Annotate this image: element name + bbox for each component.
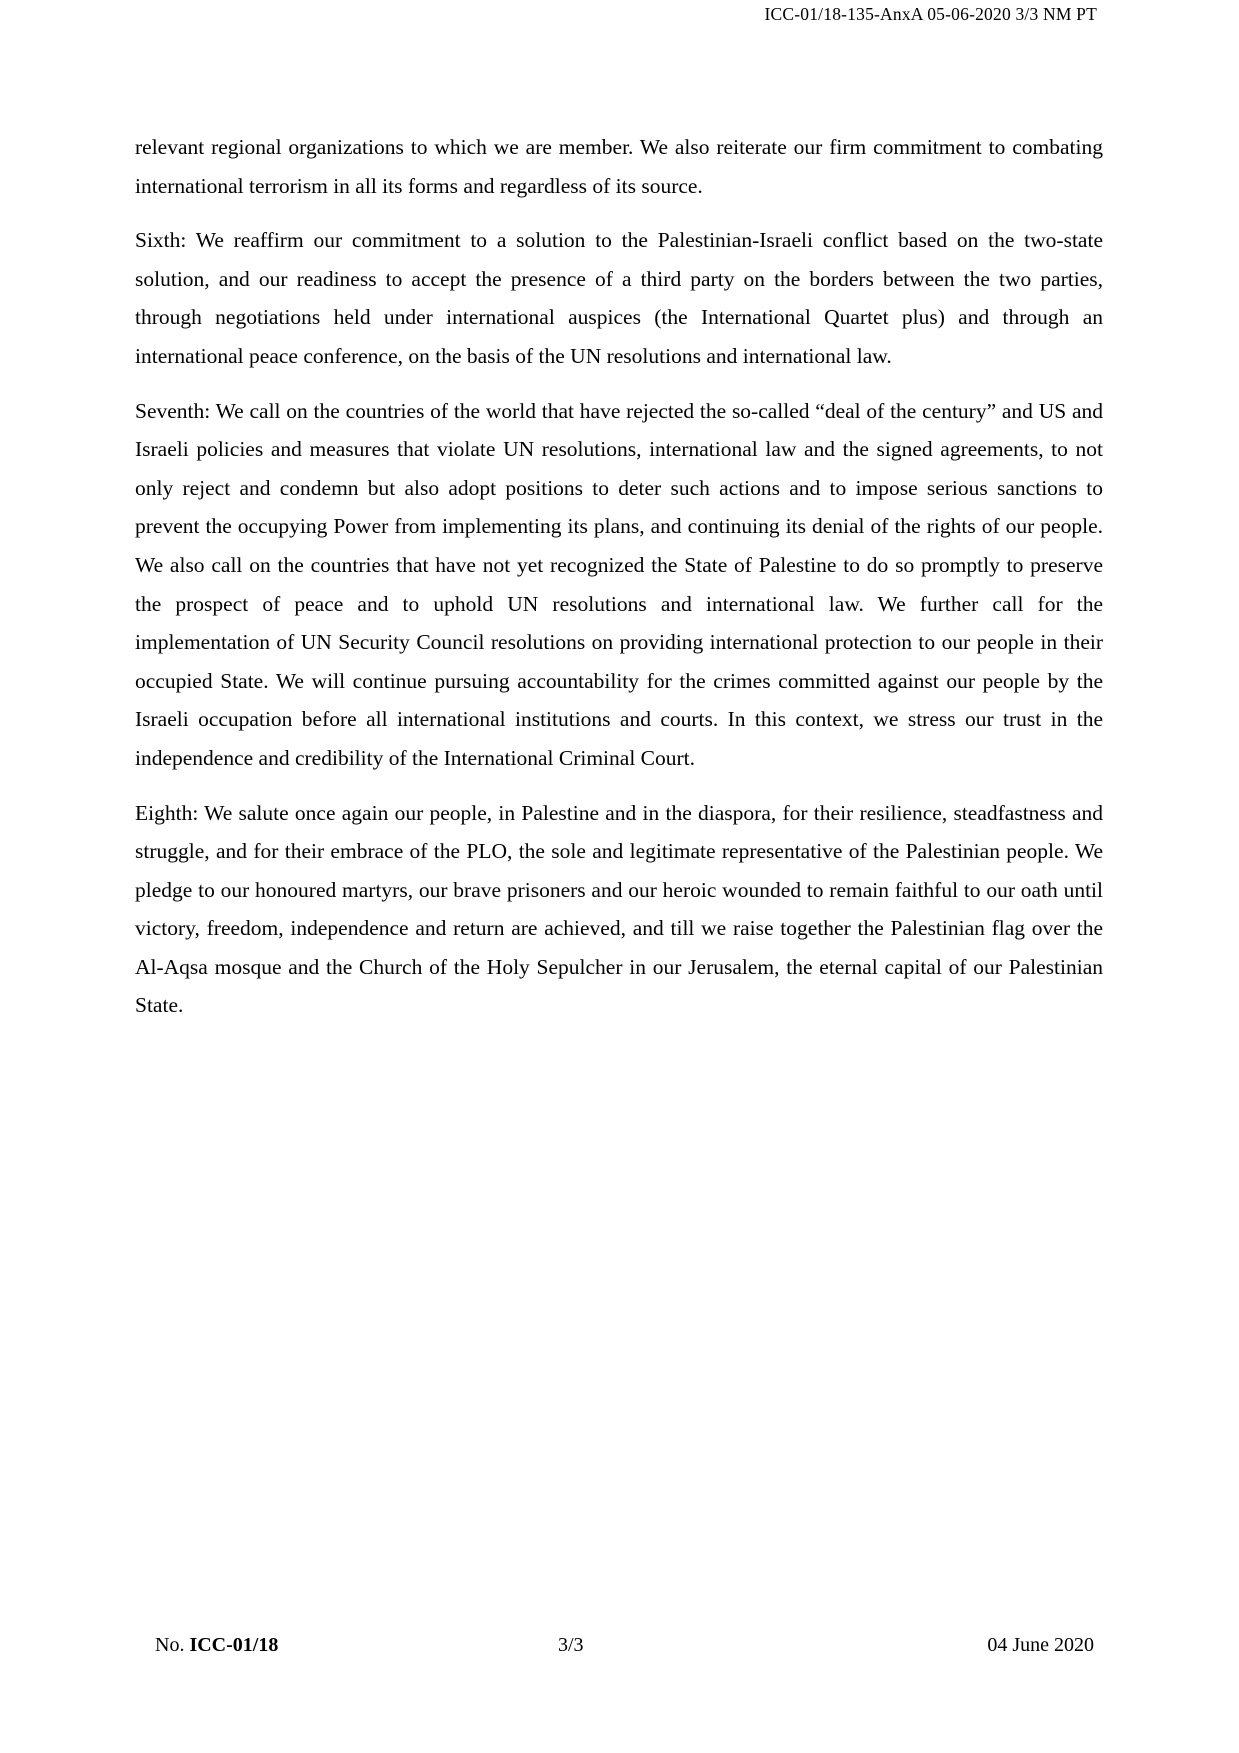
- document-body: [135, 128, 1103, 1041]
- body-paragraph: Seventh: We call on the countries of the world that have rejected the so-called “deal of the century” and US and Israeli policies and measures that violate UN resolutions, international law and the signed agreements, to not only reject and condemn but also adopt positions to deter such actions and to impose serious sanctions to prevent the occupying Power from implementing its plans, and continuing its denial of the rights of our people. We also call on the countries that have not yet recognized the State of Palestine to do so promptly to preserve the prospect of peace and to uphold UN resolutions and international law. We further call for the implementation of UN Security Council resolutions on providing international protection to our people in their occupied State. We will continue pursuing accountability for the crimes committed against our people by the Israeli occupation before all international institutions and courts. In this context, we stress our trust in the independence and credibility of the International Criminal Court.: [135, 398, 1103, 770]
- footer-case-label: No.: [155, 1634, 190, 1656]
- body-paragraph: relevant regional organizations to which we are member. We also reiterate our firm commitment to combating international terrorism in all its forms and regardless of its source.: [135, 135, 1103, 198]
- body-paragraph: Sixth: We reaffirm our commitment to a solution to the Palestinian-Israeli conflict based on the two-state solution, and our readiness to accept the presence of a third party on the borders between the two parties, through negotiations held under international auspices (the International Quartet plus) and through an international peace conference, on the basis of the UN resolutions and international law.: [135, 228, 1103, 368]
- footer-page-number: 3/3: [558, 1634, 584, 1656]
- body-paragraph: Eighth: We salute once again our people, in Palestine and in the diaspora, for their resilience, steadfastness and struggle, and for their embrace of the PLO, the sole and legitimate representative of the Palestinian people. We pledge to our honoured martyrs, our brave prisoners and our heroic wounded to remain faithful to our oath until victory, freedom, independence and return are achieved, and till we raise together the Palestinian flag over the Al-Aqsa mosque and the Church of the Holy Sepulcher in our Jerusalem, the eternal capital of our Palestinian State.: [135, 800, 1103, 1018]
- court-filing-stamp: ICC-01/18-135-AnxA 05-06-2020 3/3 NM PT: [764, 4, 1097, 24]
- footer-case-number: [155, 1634, 278, 1657]
- page-footer: [135, 1634, 1103, 1664]
- footer-date: 04 June 2020: [987, 1634, 1094, 1656]
- footer-case-number-value: ICC-01/18: [189, 1634, 279, 1656]
